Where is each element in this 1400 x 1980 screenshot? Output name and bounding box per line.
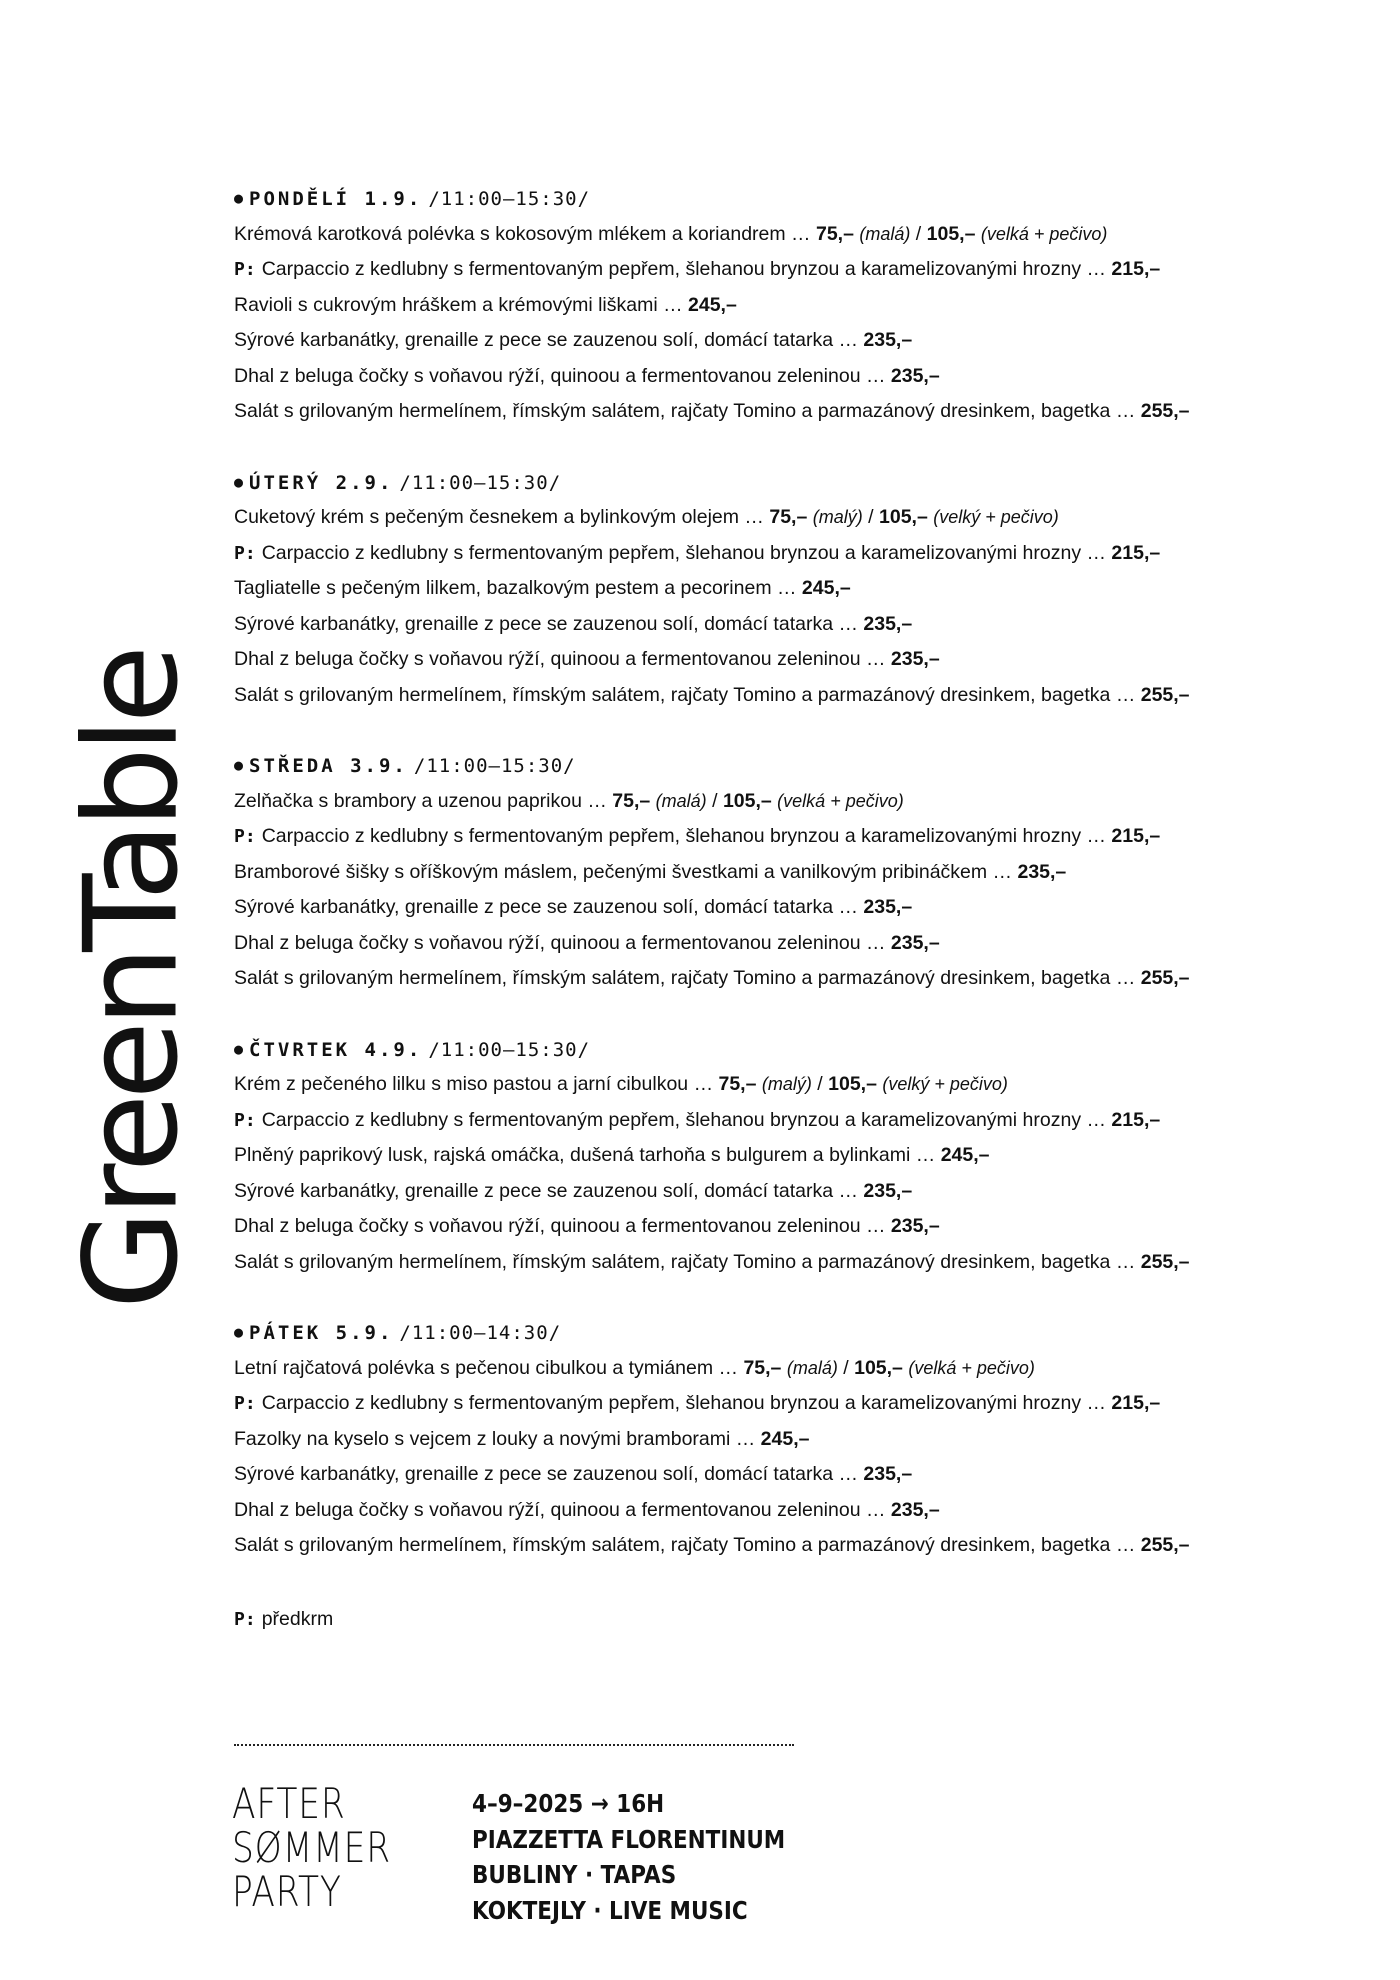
dish-price: 235,– bbox=[863, 329, 913, 351]
brand-logo bbox=[57, 650, 207, 1310]
day-section bbox=[234, 465, 1354, 714]
dish-price: 235,– bbox=[863, 896, 913, 918]
dish-name: Cuketový krém s pečeným česnekem a bylinkovým olejem … bbox=[234, 506, 770, 528]
price-separator: / bbox=[910, 222, 927, 245]
dish-price: 235,– bbox=[890, 931, 940, 954]
dish-price: 215,– bbox=[1111, 825, 1161, 847]
day-hours: /11:00–15:30/ bbox=[428, 188, 591, 210]
price-separator: / bbox=[837, 1356, 855, 1379]
legend-text: předkrm bbox=[261, 1608, 334, 1630]
menu-item bbox=[234, 961, 1354, 997]
portion-note: (malý) bbox=[761, 1074, 812, 1094]
dish-price: 235,– bbox=[863, 612, 913, 635]
dish-name: Carpaccio z kedlubny s fermentovaným pepřem, šlehanou brynzou a karamelizovanými hrozny … bbox=[261, 1392, 1112, 1414]
dish-name: Letní rajčatová polévka s pečenou cibulkou a tymiánem … bbox=[234, 1356, 744, 1379]
dish-price: 235,– bbox=[863, 1463, 913, 1485]
menu-item bbox=[234, 890, 1354, 926]
menu-item bbox=[234, 1422, 1354, 1458]
menu-item bbox=[234, 394, 1354, 430]
day-name: ÚTERÝ 2.9. bbox=[249, 471, 394, 494]
price-separator: / bbox=[862, 506, 879, 528]
menu-item bbox=[234, 1067, 1354, 1103]
party-date: 4–9–2025 → 16H bbox=[472, 1789, 665, 1818]
legend bbox=[234, 1604, 333, 1635]
party-info bbox=[472, 1786, 785, 1928]
dish-name: Sýrové karbanátky, grenaille z pece se zauzenou solí, domácí tatarka … bbox=[234, 329, 864, 351]
brand-name: GreenTable bbox=[57, 650, 207, 1310]
dish-price: 75,– bbox=[815, 222, 854, 245]
dish-name: Ravioli s cukrovým hráškem a krémovými liškami … bbox=[234, 293, 688, 316]
dish-price: 245,– bbox=[688, 293, 737, 316]
dish-price-large: 105,– bbox=[879, 506, 928, 528]
dish-name: Bramborové šišky s oříškovým máslem, pečenými švestkami a vanilkovým pribináčkem … bbox=[234, 860, 1018, 883]
party-extras: KOKTEJLY · LIVE MUSIC bbox=[472, 1895, 748, 1925]
dish-name: Salát s grilovaným hermelínem, římským salátem, rajčaty Tomino a parmazánový dresinkem, bagetka … bbox=[234, 1534, 1141, 1556]
dish-name: Carpaccio z kedlubny s fermentovaným pepřem, šlehanou brynzou a karamelizovanými hrozny … bbox=[261, 825, 1112, 847]
menu-item bbox=[234, 1138, 1354, 1174]
after-summer-party-logo bbox=[232, 1779, 392, 1916]
party-logo-line: AFTER bbox=[232, 1779, 346, 1828]
day-heading bbox=[234, 1032, 1354, 1068]
day-hours: /11:00–15:30/ bbox=[399, 471, 562, 494]
menu-item bbox=[234, 288, 1354, 324]
weekly-menu bbox=[234, 181, 1354, 1599]
bullet-icon: ● bbox=[234, 472, 244, 491]
starter-label: P: bbox=[234, 826, 256, 847]
dish-name: Fazolky na kyselo s vejcem z louky a novými bramborami … bbox=[234, 1427, 761, 1450]
day-name: PONDĚLÍ 1.9. bbox=[249, 188, 423, 210]
dish-price: 215,– bbox=[1111, 258, 1161, 280]
dish-price: 245,– bbox=[801, 577, 851, 599]
day-heading bbox=[234, 181, 1354, 217]
day-name: STŘEDA 3.9. bbox=[249, 755, 408, 777]
day-hours: /11:00–15:30/ bbox=[428, 1038, 591, 1061]
dish-price: 235,– bbox=[863, 1179, 913, 1202]
dish-price: 75,– bbox=[769, 506, 808, 528]
dish-price: 75,– bbox=[612, 789, 651, 812]
menu-item bbox=[234, 1245, 1354, 1281]
dish-price: 235,– bbox=[1017, 860, 1067, 883]
bullet-icon: ● bbox=[234, 1039, 244, 1058]
dish-name: Dhal z beluga čočky s voňavou rýží, quinoou a fermentovanou zeleninou … bbox=[234, 1498, 891, 1521]
dish-price: 245,– bbox=[940, 1144, 990, 1166]
day-section bbox=[234, 181, 1354, 430]
dish-name: Dhal z beluga čočky s voňavou rýží, quinoou a fermentovanou zeleninou … bbox=[234, 364, 891, 387]
price-separator: / bbox=[811, 1073, 829, 1095]
dish-price: 255,– bbox=[1140, 1250, 1190, 1273]
menu-item bbox=[234, 1386, 1354, 1422]
dish-name: Sýrové karbanátky, grenaille z pece se zauzenou solí, domácí tatarka … bbox=[234, 612, 864, 635]
dish-name: Dhal z beluga čočky s voňavou rýží, quinoou a fermentovanou zeleninou … bbox=[234, 931, 891, 954]
day-hours: /11:00–14:30/ bbox=[399, 1322, 562, 1344]
dish-name: Carpaccio z kedlubny s fermentovaným pepřem, šlehanou brynzou a karamelizovanými hrozny … bbox=[261, 1108, 1112, 1131]
day-section bbox=[234, 748, 1354, 997]
dish-price: 245,– bbox=[760, 1427, 810, 1450]
dish-name: Dhal z beluga čočky s voňavou rýží, quinoou a fermentovanou zeleninou … bbox=[234, 1215, 891, 1237]
menu-item bbox=[234, 500, 1354, 536]
day-heading bbox=[234, 1315, 1354, 1351]
dish-name: Krém z pečeného lilku s miso pastou a jarní cibulkou … bbox=[234, 1073, 719, 1095]
portion-note: (malý) bbox=[812, 507, 863, 527]
day-hours: /11:00–15:30/ bbox=[413, 755, 576, 777]
day-name: ČTVRTEK 4.9. bbox=[249, 1038, 423, 1061]
dish-name: Krémová karotková polévka s kokosovým mlékem a koriandrem … bbox=[234, 222, 816, 245]
starter-label: P: bbox=[234, 542, 256, 564]
party-offer: BUBLINY · TAPAS bbox=[472, 1860, 677, 1889]
dish-name: Sýrové karbanátky, grenaille z pece se zauzenou solí, domácí tatarka … bbox=[234, 896, 864, 918]
price-separator: / bbox=[706, 789, 723, 812]
dish-name: Sýrové karbanátky, grenaille z pece se zauzenou solí, domácí tatarka … bbox=[234, 1463, 864, 1485]
menu-item bbox=[234, 1103, 1354, 1139]
day-section bbox=[234, 1315, 1354, 1564]
menu-item bbox=[234, 642, 1354, 678]
dish-name: Tagliatelle s pečeným lilkem, bazalkovým pestem a pecorinem … bbox=[234, 577, 802, 599]
menu-item bbox=[234, 217, 1354, 253]
portion-note: (velký + pečivo) bbox=[933, 507, 1059, 527]
dish-name: Carpaccio z kedlubny s fermentovaným pepřem, šlehanou brynzou a karamelizovanými hrozny … bbox=[261, 541, 1112, 564]
dish-name: Plněný paprikový lusk, rajská omáčka, dušená tarhoňa s bulgurem a bylinkami … bbox=[234, 1144, 941, 1166]
menu-item bbox=[234, 571, 1354, 607]
day-name: PÁTEK 5.9. bbox=[249, 1322, 394, 1344]
dish-name: Salát s grilovaným hermelínem, římským salátem, rajčaty Tomino a parmazánový dresinkem, bagetka … bbox=[234, 683, 1141, 706]
party-logo-line: SØMMER bbox=[232, 1823, 392, 1872]
menu-item bbox=[234, 926, 1354, 962]
dish-price: 75,– bbox=[718, 1073, 757, 1095]
menu-item bbox=[234, 1457, 1354, 1493]
dish-price: 255,– bbox=[1140, 967, 1190, 989]
dish-price: 235,– bbox=[890, 364, 940, 387]
starter-label: P: bbox=[234, 1109, 256, 1131]
day-heading bbox=[234, 748, 1354, 784]
dish-name: Sýrové karbanátky, grenaille z pece se zauzenou solí, domácí tatarka … bbox=[234, 1179, 864, 1202]
menu-item bbox=[234, 784, 1354, 820]
dish-name: Salát s grilovaným hermelínem, římským salátem, rajčaty Tomino a parmazánový dresinkem, bagetka … bbox=[234, 967, 1141, 989]
menu-item bbox=[234, 855, 1354, 891]
dish-price: 215,– bbox=[1111, 1392, 1161, 1414]
portion-note: (velká + pečivo) bbox=[777, 790, 904, 811]
dish-price: 235,– bbox=[890, 1498, 940, 1521]
dish-price: 255,– bbox=[1140, 683, 1190, 706]
portion-note: (velký + pečivo) bbox=[882, 1074, 1008, 1094]
portion-note: (malá) bbox=[655, 790, 707, 811]
day-heading bbox=[234, 465, 1354, 501]
dish-price: 215,– bbox=[1111, 1108, 1161, 1131]
dish-price: 255,– bbox=[1140, 400, 1190, 422]
menu-item bbox=[234, 1528, 1354, 1564]
dish-name: Salát s grilovaným hermelínem, římským salátem, rajčaty Tomino a parmazánový dresinkem, bagetka … bbox=[234, 1250, 1141, 1273]
dish-price-large: 105,– bbox=[854, 1356, 903, 1379]
dish-name: Zelňačka s brambory a uzenou paprikou … bbox=[234, 789, 613, 812]
legend-label: P: bbox=[234, 1609, 256, 1630]
portion-note: (malá) bbox=[786, 1357, 838, 1378]
menu-item bbox=[234, 1209, 1354, 1245]
menu-item bbox=[234, 607, 1354, 643]
menu-item bbox=[234, 252, 1354, 288]
menu-item bbox=[234, 1351, 1354, 1387]
portion-note: (velká + pečivo) bbox=[980, 223, 1108, 244]
bullet-icon: ● bbox=[234, 756, 244, 774]
menu-item bbox=[234, 1174, 1354, 1210]
starter-label: P: bbox=[234, 259, 256, 280]
dotted-divider bbox=[234, 1744, 794, 1746]
bullet-icon: ● bbox=[234, 1323, 244, 1341]
dish-price: 235,– bbox=[890, 1215, 940, 1237]
portion-note: (malá) bbox=[859, 223, 911, 244]
menu-item bbox=[234, 1493, 1354, 1529]
day-section bbox=[234, 1032, 1354, 1281]
dish-price: 255,– bbox=[1140, 1534, 1190, 1556]
menu-item bbox=[234, 323, 1354, 359]
menu-item bbox=[234, 359, 1354, 395]
portion-note: (velká + pečivo) bbox=[908, 1357, 1035, 1378]
dish-name: Dhal z beluga čočky s voňavou rýží, quinoou a fermentovanou zeleninou … bbox=[234, 648, 891, 670]
dish-price: 75,– bbox=[743, 1356, 782, 1379]
dish-name: Salát s grilovaným hermelínem, římským salátem, rajčaty Tomino a parmazánový dresinkem, bagetka … bbox=[234, 400, 1141, 422]
dish-name: Carpaccio z kedlubny s fermentovaným pepřem, šlehanou brynzou a karamelizovanými hrozny … bbox=[261, 258, 1112, 280]
starter-label: P: bbox=[234, 1393, 256, 1414]
dish-price-large: 105,– bbox=[926, 222, 976, 245]
bullet-icon: ● bbox=[234, 189, 244, 207]
party-venue: PIAZZETTA FLORENTINUM bbox=[472, 1824, 786, 1854]
menu-item bbox=[234, 536, 1354, 572]
dish-price-large: 105,– bbox=[828, 1073, 877, 1095]
dish-price-large: 105,– bbox=[722, 789, 772, 812]
dish-price: 215,– bbox=[1111, 541, 1161, 564]
menu-item bbox=[234, 678, 1354, 714]
party-logo-line: PARTY bbox=[232, 1867, 342, 1916]
menu-item bbox=[234, 819, 1354, 855]
dish-price: 235,– bbox=[890, 648, 940, 670]
